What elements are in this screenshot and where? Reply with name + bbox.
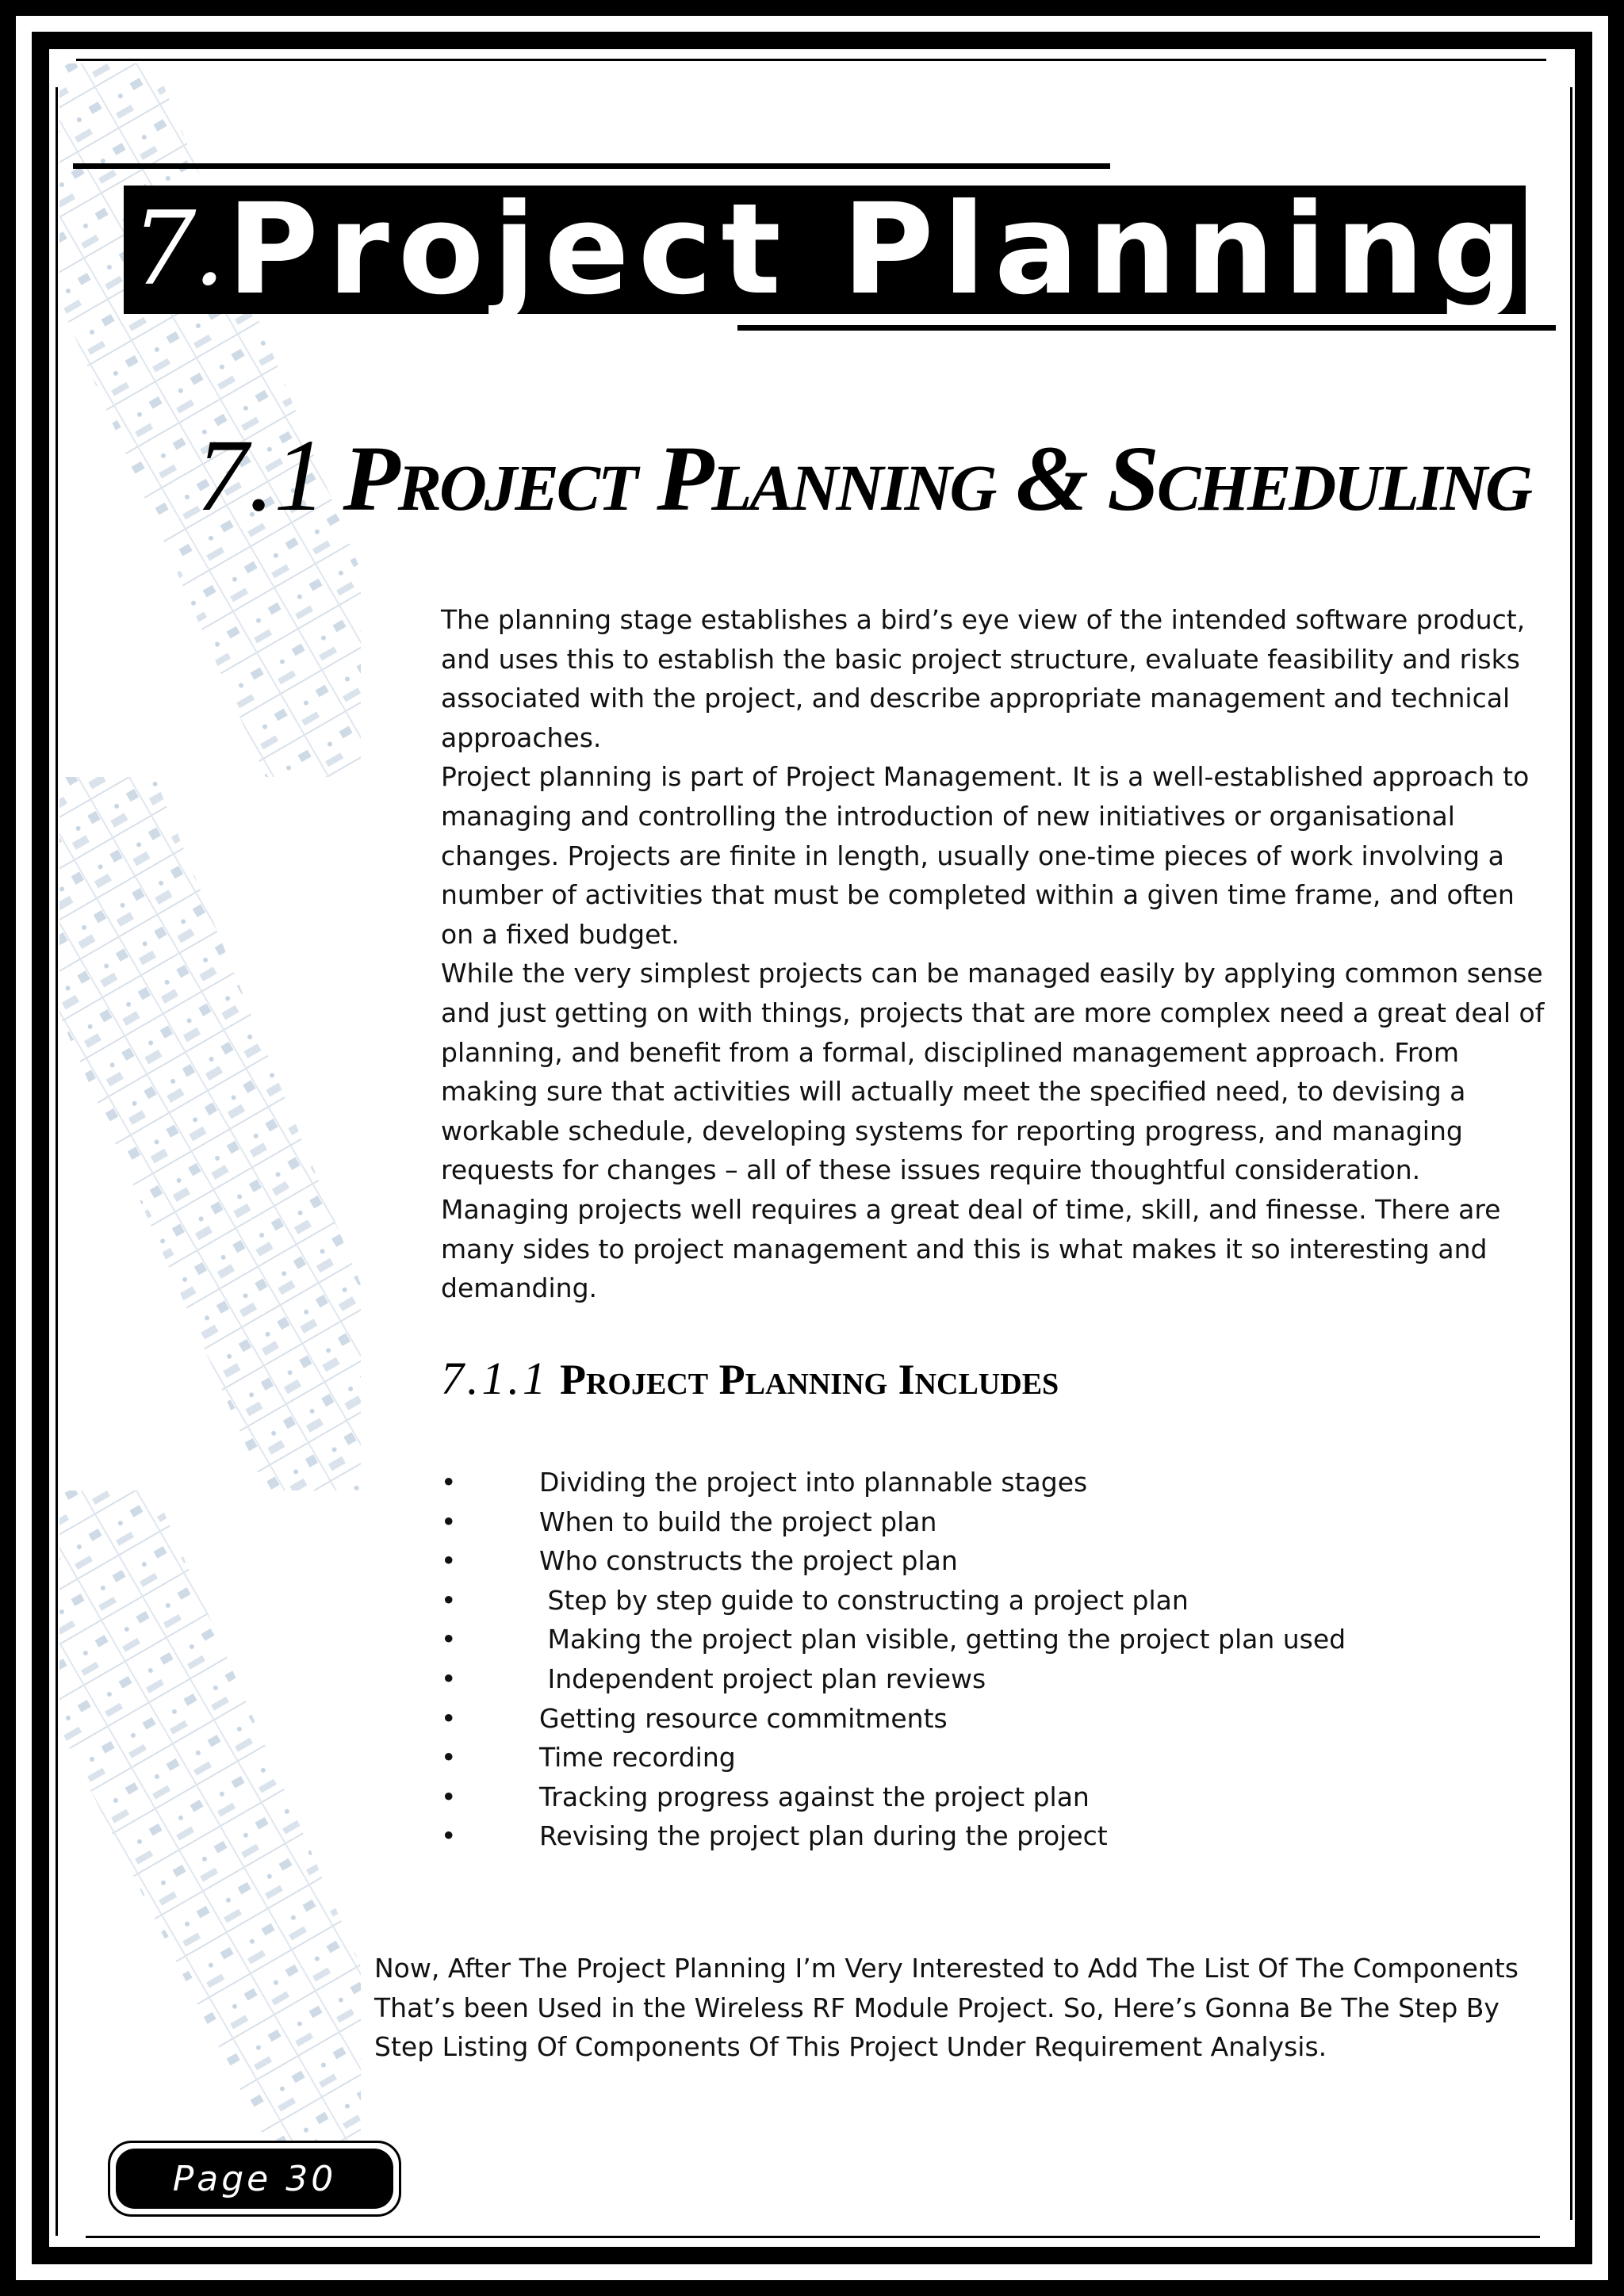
chapter-title-band (124, 177, 1532, 323)
list-item-text: Making the project plan visible, getting the project plan used (539, 1624, 1346, 1655)
list-item-text: Getting resource commitments (539, 1702, 948, 1734)
bullet-icon: • (441, 1820, 457, 1852)
section-heading (197, 419, 1530, 533)
bullet-icon: • (441, 1702, 457, 1734)
right-frame-rule (1570, 87, 1572, 2220)
list-item (441, 1816, 1346, 1856)
bullet-icon: • (441, 1624, 457, 1655)
list-item (441, 1581, 1346, 1621)
list-item-text: Independent project plan reviews (539, 1663, 986, 1694)
circuit-decoration-bottom (59, 1490, 361, 2141)
closing-paragraph: Now, After The Project Planning I’m Very Interested to Add The List Of The Components That’s been Used in the Wireless RF Module Project. So, Here’s Gonna Be The Step By Step Listing Of Components Of This Project Under Requirement Analysis. (374, 1953, 1519, 2063)
list-item (441, 1541, 1346, 1581)
bullet-icon: • (441, 1742, 457, 1774)
top-frame-rule (76, 59, 1546, 61)
circuit-decoration-middle (59, 777, 361, 1490)
title-rule-bottom (737, 325, 1556, 331)
paragraph: Project planning is part of Project Management. It is a well-established approach to managing and controlling the introduction of new initiatives or organisational changes. Projects are finite in length, usually one-time pieces of work involving a number of activities that must be completed within a given time frame, and often on a fixed budget. (441, 761, 1530, 950)
paragraph: The planning stage establishes a bird’s eye view of the intended software product, and uses this to establish the basic project structure, evaluate feasibility and risks associated with the project, and describe appropriate management and technical approaches. (441, 604, 1526, 753)
page-label: Page 30 (172, 2158, 337, 2199)
bullet-icon: • (441, 1781, 457, 1812)
bullet-icon: • (441, 1545, 457, 1577)
subsection-number: 7.1.1 (441, 1353, 549, 1404)
list-item-text: Dividing the project into plannable stages (539, 1467, 1088, 1498)
list-item (441, 1777, 1346, 1817)
list-item (441, 1738, 1346, 1777)
list-item-text: Who constructs the project plan (539, 1545, 958, 1577)
section-body (441, 600, 1551, 1308)
list-item (441, 1659, 1346, 1699)
list-item-text: When to build the project plan (539, 1506, 937, 1537)
list-item (441, 1620, 1346, 1659)
list-item-text: Tracking progress against the project plan (539, 1781, 1090, 1812)
list-item-text: Step by step guide to constructing a project plan (539, 1584, 1189, 1616)
section-number: 7.1 (197, 419, 326, 533)
list-item-text: Revising the project plan during the project (539, 1820, 1108, 1852)
bullet-icon: • (441, 1506, 457, 1537)
section-title: Project Planning & Scheduling (343, 427, 1530, 530)
bullet-icon: • (441, 1663, 457, 1694)
chapter-number: 7. (132, 190, 223, 308)
bullet-icon: • (441, 1467, 457, 1498)
left-frame-rule (56, 87, 58, 2236)
subsection-title: Project Planning Includes (560, 1356, 1059, 1403)
bullet-icon: • (441, 1584, 457, 1616)
list-item (441, 1502, 1346, 1542)
planning-items-list (441, 1463, 1346, 1856)
subsection-heading (441, 1353, 1059, 1404)
paragraph: While the very simplest projects can be managed easily by applying common sense and just getting on with things, projects that are more complex need a great deal of planning, and benefit from a formal, disciplined management approach. From making sure that activities will actually meet the specified need, to devising a workable schedule, developing systems for reporting progress, and managing requests for changes – all of these issues require thoughtful consideration. Managing projects well requires a great deal of time, skill, and finesse. There are many sides to project management and this is what makes it so interesting and demanding. (441, 958, 1545, 1304)
page-number-badge (116, 2149, 393, 2209)
chapter-title: Project Planning (227, 177, 1532, 323)
bottom-frame-rule (86, 2236, 1540, 2238)
list-item (441, 1463, 1346, 1502)
title-rule-top (73, 163, 1110, 169)
list-item (441, 1699, 1346, 1739)
list-item-text: Time recording (539, 1742, 736, 1774)
